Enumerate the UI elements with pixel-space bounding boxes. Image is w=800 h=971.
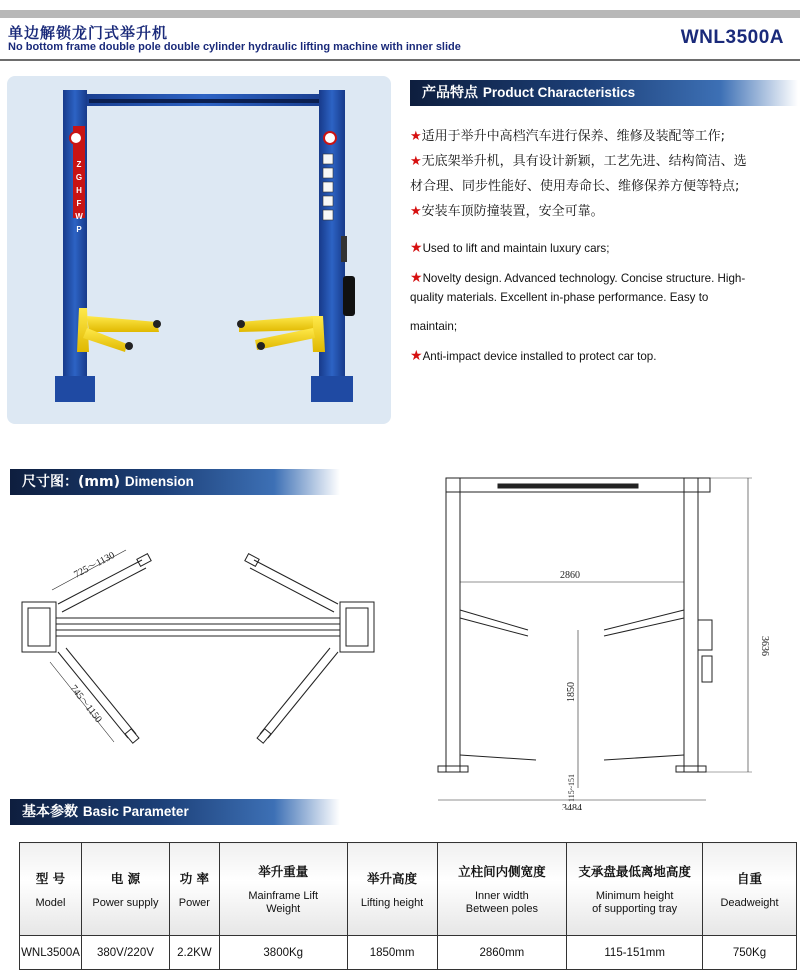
value-cell: 1850mm xyxy=(347,936,437,970)
dimension-banner xyxy=(10,469,340,495)
right-base xyxy=(311,376,353,402)
column-letter: H xyxy=(76,186,82,195)
right-logo xyxy=(324,132,336,144)
model-heading: WNL3500A xyxy=(680,27,784,48)
dim-arm-short: 725～1130 xyxy=(72,549,117,581)
star-icon: ★ xyxy=(410,269,423,285)
value-cell: 3800Kg xyxy=(219,936,347,970)
star-icon: ★ xyxy=(410,347,423,363)
value-cell: 750Kg xyxy=(703,936,797,970)
column-letter: G xyxy=(75,173,83,182)
dimension-banner-en: Dimension xyxy=(124,474,194,489)
warning-stickers xyxy=(323,154,333,220)
left-arm-front xyxy=(87,316,159,332)
front-beam-rail xyxy=(498,484,638,488)
feature-en-2-cont: quality materials. Excellent in-phase performance. Easy to xyxy=(410,291,709,304)
dim-tray-height: 115~151 xyxy=(567,773,576,802)
header-divider xyxy=(0,59,800,61)
right-short-arm xyxy=(245,554,338,612)
dimension-banner-cn: 尺寸图：(mm) xyxy=(22,474,120,490)
top-gray-bar xyxy=(0,10,800,18)
right-pad-rear xyxy=(257,342,265,350)
right-arm-front xyxy=(239,316,313,332)
features-banner xyxy=(410,80,798,106)
left-pad-front xyxy=(153,320,161,328)
column-letter: P xyxy=(76,225,82,234)
dim-arm-long: 745～1150 xyxy=(67,683,104,726)
product-photo xyxy=(7,76,391,424)
header-cell: 举升重量 Mainframe Lift Weight xyxy=(219,843,347,936)
header-cell: 电 源 Power supply xyxy=(81,843,169,936)
front-left-arm-low xyxy=(460,755,536,760)
value-cell: 115-151mm xyxy=(567,936,703,970)
dim-total-width: 3484 xyxy=(562,803,582,810)
page-title-cn: 单边解锁龙门式举升机 xyxy=(8,24,169,42)
left-long-arm xyxy=(58,648,139,743)
features-banner-cn: 产品特点 xyxy=(422,85,478,101)
header-cell: 型 号 Model xyxy=(20,843,82,936)
front-left-column xyxy=(446,478,460,772)
feature-cn-2-cont: 材合理、同步性能好、使用寿命长、维修保养方便等特点; xyxy=(410,179,740,194)
header-cell: 支承盘最低离地高度 Minimum height of supporting tray xyxy=(567,843,703,936)
basic-banner xyxy=(10,799,340,825)
table-header-row xyxy=(20,843,797,936)
column-letter: Z xyxy=(76,160,82,169)
feature-cn-3: ★安装车顶防撞装置，安全可靠。 xyxy=(410,204,604,219)
table-row xyxy=(20,936,797,970)
features-list xyxy=(410,124,798,366)
feature-en-2-end: maintain; xyxy=(410,320,458,333)
feature-cn-2: ★无底架举升机，具有设计新颖，工艺先进、结构简洁、选 xyxy=(410,154,747,169)
star-icon: ★ xyxy=(410,129,422,144)
header-cell: 立柱间内侧宽度 Inner width Between poles xyxy=(437,843,567,936)
front-view-drawing xyxy=(428,470,778,810)
front-right-arm-low xyxy=(604,755,684,760)
feature-en-3: ★Anti-impact device installed to protect car top. xyxy=(410,347,657,363)
right-long-arm xyxy=(257,648,338,743)
left-base xyxy=(55,376,95,402)
dim-total-height: 3636 xyxy=(759,636,770,656)
top-beam-bar xyxy=(89,99,319,103)
header-cell: 自重 Deadweight xyxy=(703,843,797,936)
parameter-table xyxy=(19,842,797,970)
left-post-section xyxy=(28,608,50,646)
left-pad-rear xyxy=(125,342,133,350)
plan-view-drawing xyxy=(10,520,386,760)
dim-inner-width: 2860 xyxy=(560,570,580,581)
left-logo xyxy=(70,132,82,144)
header-cell: 功 率 Power xyxy=(169,843,219,936)
front-right-column xyxy=(684,478,698,772)
front-motor xyxy=(698,620,712,650)
value-cell: 2.2KW xyxy=(169,936,219,970)
star-icon: ★ xyxy=(410,154,422,169)
features-banner-en: Product Characteristics xyxy=(482,85,636,100)
column-letter: F xyxy=(76,199,82,208)
feature-en-2: ★Novelty design. Advanced technology. Concise structure. High- xyxy=(410,269,746,285)
lift-illustration xyxy=(7,76,391,424)
column-letter: W xyxy=(75,212,83,221)
left-base-plate xyxy=(22,602,56,652)
power-unit xyxy=(341,236,347,262)
right-pad-front xyxy=(237,320,245,328)
feature-en-1: ★Used to lift and maintain luxury cars; xyxy=(410,239,610,255)
star-icon: ★ xyxy=(410,204,422,219)
value-cell: 380V/220V xyxy=(81,936,169,970)
value-cell: 2860mm xyxy=(437,936,567,970)
dim-lift-height: 1850 xyxy=(566,682,577,702)
right-base-plate xyxy=(340,602,374,652)
hydraulic-motor xyxy=(343,276,355,316)
page-title-en: No bottom frame double pole double cylinder hydraulic lifting machine with inner slide xyxy=(8,41,461,53)
right-post-section xyxy=(346,608,368,646)
star-icon: ★ xyxy=(410,239,423,255)
basic-banner-cn: 基本参数 xyxy=(22,804,78,820)
value-cell: WNL3500A xyxy=(20,936,82,970)
feature-cn-1: ★适用于举升中高档汽车进行保养、维修及装配等工作; xyxy=(410,129,726,144)
header-cell: 举升高度 Lifting height xyxy=(347,843,437,936)
basic-banner-en: Basic Parameter xyxy=(82,804,189,819)
